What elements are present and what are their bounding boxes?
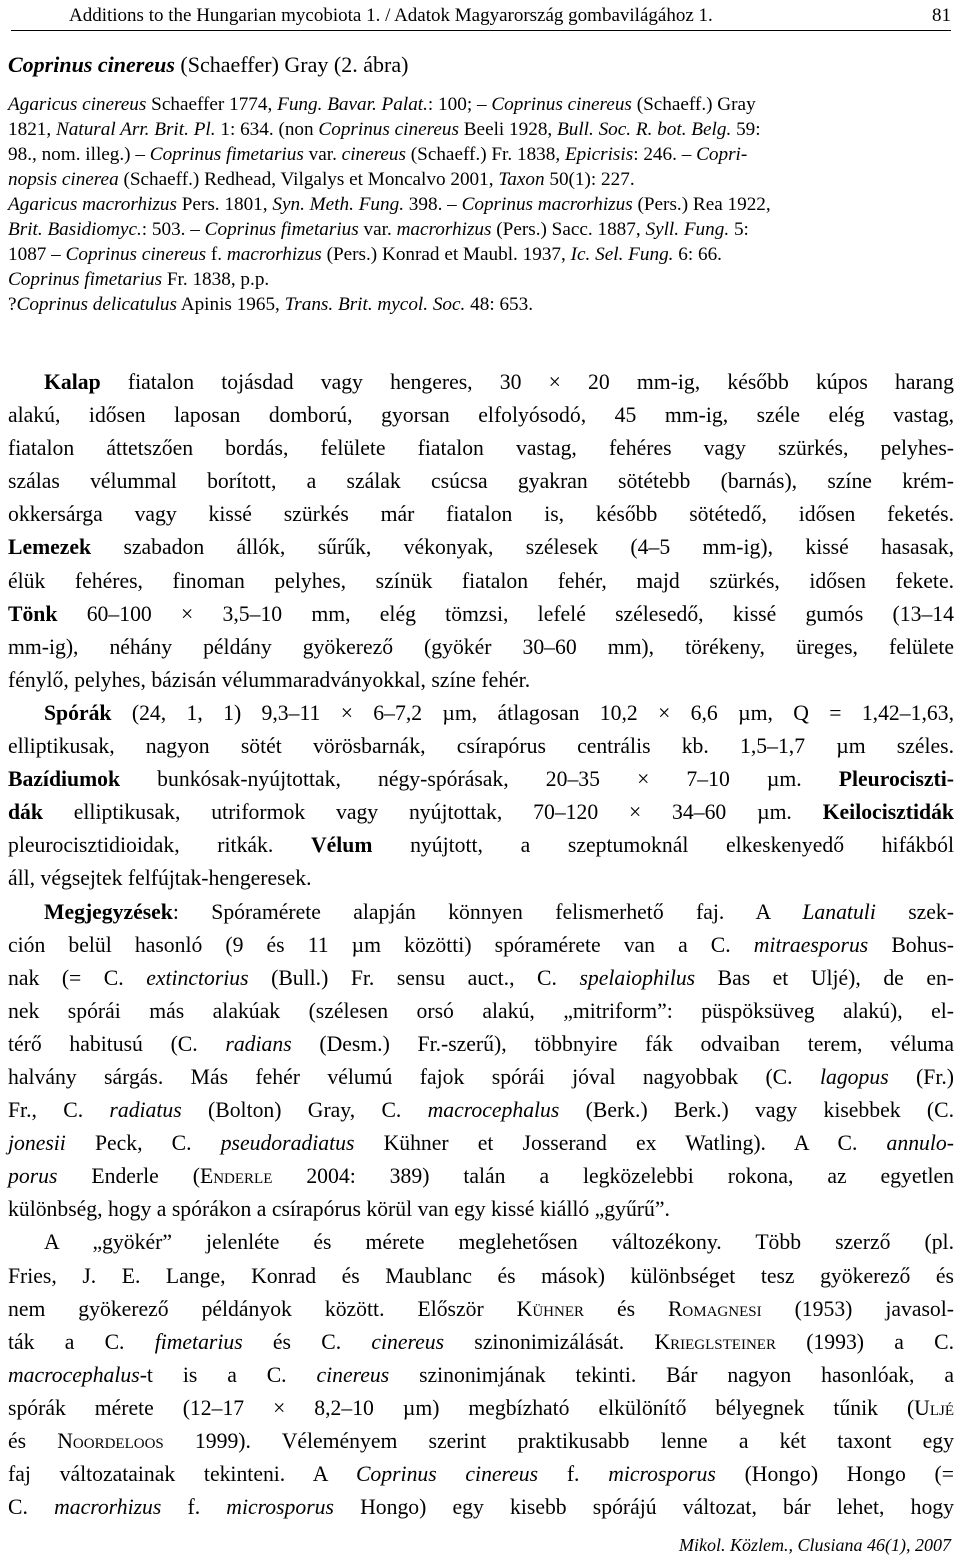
body-line: A „gyökér” jelenléte és mérete meglehetősen változékony. Több szerző (pl. <box>44 1230 954 1255</box>
body-line: halvány sárgás. Más fehér vélumú fajok spórái jóval nagyobbak (C. lagopus (Fr.) <box>8 1064 955 1089</box>
running-title: Additions to the Hungarian mycobiota 1. / Adatok Magyarország gombavilágához 1. <box>69 5 713 26</box>
synonym-line: 98., nom. illeg.) – Coprinus fimetarius var. cinereus (Schaeff.) Fr. 1838, Epicrisis: 246. – Copri- <box>8 144 748 165</box>
body-line: élük fehéres, finoman pelyhes, színük fiatalon fehér, majd szürkés, idősen fekete. <box>8 568 954 593</box>
body-line: Tönk 60–100 × 3,5–10 mm, elég tömzsi, lefelé szélesedő, kissé gumós (13–14 <box>8 601 954 626</box>
body-line: áll, végsejtek felfújtak-hengeresek. <box>8 866 312 891</box>
body-line: C. macrorhizus f. microsporus Hongo) egy kisebb spórájú változat, bár lehet, hogy <box>8 1495 954 1520</box>
species-authority: (Schaeffer) Gray (2. ábra) <box>174 52 409 77</box>
body-line: Spórák (24, 1, 1) 9,3–11 × 6–7,2 µm, átlagosan 10,2 × 6,6 µm, Q = 1,42–1,63, <box>44 700 954 725</box>
synonym-line: Coprinus fimetarius Fr. 1838, p.p. <box>8 269 270 290</box>
body-line: szálas vélummal borított, a szálak csúcsa gyakran sötétebb (barnás), színe krém- <box>8 469 954 494</box>
body-line: pleurocisztidioidak, ritkák. Vélum nyújtott, a szeptumoknál elkeskenyedő hifákból <box>8 833 954 858</box>
synonym-line: 1087 – Coprinus cinereus f. macrorhizus (Pers.) Konrad et Maubl. 1937, Ic. Sel. Fung. 6: 66. <box>8 244 722 265</box>
body-line: mm-ig), néhány példány gyökerező (gyökér 30–60 mm), törékeny, üreges, felülete <box>8 634 954 659</box>
body-line: térő habitusú (C. radians (Desm.) Fr.-szerű), többnyire fák odvaiban terem, véluma <box>8 1031 954 1056</box>
body-line: nek spórái más alakúak (szélesen orsó alakú, „mitriform”: püspöksüveg alakú), el- <box>8 998 954 1023</box>
body-line: alakú, idősen laposan domború, gyorsan elfolyósodó, 45 mm-ig, széle elég vastag, <box>8 403 954 428</box>
synonymy-block <box>8 92 952 317</box>
page-number: 81 <box>932 5 951 26</box>
synonym-line: Agaricus cinereus Schaeffer 1774, Fung. Bavar. Palat.: 100; – Coprinus cinereus (Schaeff.) Gray <box>8 94 756 115</box>
body-line: Fries, J. E. Lange, Konrad és Maublanc és mások) különbséget tesz gyökerező és <box>8 1263 954 1288</box>
synonym-line: ?Coprinus delicatulus Apinis 1965, Trans. Brit. mycol. Soc. 48: 653. <box>8 294 534 315</box>
body-line: elliptikusak, nagyon sötét vörösbarnák, csírapórus centrális kb. 1,5–1,7 µm széles. <box>8 734 954 759</box>
body-line: nem gyökerező példányok között. Először Kühner és Romagnesi (1953) javasol- <box>8 1296 954 1321</box>
body-line: Kalap fiatalon tojásdad vagy hengeres, 30 × 20 mm-ig, később kúpos harang <box>44 370 954 394</box>
running-header <box>11 4 951 31</box>
body-line: fiatalon áttetszően bordás, felülete fiatalon vastag, fehéres vagy szürkés, pelyhes- <box>8 436 954 461</box>
body-line: ták a C. fimetarius és C. cinereus szinonimizálását. Krieglsteiner (1993) a C. <box>8 1329 954 1354</box>
species-title <box>8 50 408 80</box>
body-line: nak (= C. extinctorius (Bull.) Fr. sensu auct., C. spelaiophilus Bas et Uljé), de en- <box>8 965 955 990</box>
synonym-line: Brit. Basidiomyc.: 503. – Coprinus fimetarius var. macrorhizus (Pers.) Sacc. 1887, Syll. Fung. 5: <box>8 219 749 240</box>
body-line: porus Enderle (Enderle 2004: 389) talán a legközelebbi rokona, az egyetlen <box>8 1164 954 1189</box>
body-line: jonesii Peck, C. pseudoradiatus Kühner et Josserand ex Watling). A C. annulo- <box>8 1131 954 1156</box>
body-line: Fr., C. radiatus (Bolton) Gray, C. macrocephalus (Berk.) Berk.) vagy kisebbek (C. <box>8 1098 954 1123</box>
body-line: dák elliptikusak, utriformok vagy nyújtottak, 70–120 × 34–60 µm. Keilocisztidák <box>8 800 954 825</box>
synonym-line: nopsis cinerea (Schaeff.) Redhead, Vilgalys et Moncalvo 2001, Taxon 50(1): 227. <box>8 169 635 190</box>
body-line: és Noordeloos 1999). Véleményem szerint praktikusabb lenne a két taxont egy <box>8 1429 954 1453</box>
body-line: Megjegyzések: Spóramérete alapján könnyen felismerhető faj. A Lanatuli szek- <box>44 899 954 924</box>
body-line: okkersárga vagy kissé szürkés már fiatalon is, később sötétedő, idősen feketés. <box>8 502 954 527</box>
body-line: faj változatainak tekinteni. A Coprinus cinereus f. microsporus (Hongo) Hongo (= <box>8 1462 954 1487</box>
body-line: fénylő, pelyhes, bázisán vélummaradványokkal, színe fehér. <box>8 667 531 692</box>
synonym-line: Agaricus macrorhizus Pers. 1801, Syn. Meth. Fung. 398. – Coprinus macrorhizus (Pers.) Rea 1922, <box>8 194 771 215</box>
body-line: spórák mérete (12–17 × 8,2–10 µm) megbízható elkülönítő bélyegnek tűnik (Uljé <box>8 1395 954 1420</box>
body-line: ción belül hasonló (9 és 11 µm közötti) spóramérete van a C. mitraesporus Bohus- <box>8 932 954 957</box>
body-line: macrocephalus-t is a C. cinereus szinonimjának tekinti. Bár nagyon hasonlóak, a <box>8 1362 954 1387</box>
body-line: Lemezek szabadon állók, sűrűk, vékonyak, szélesek (4–5 mm-ig), kissé hasasak, <box>8 535 954 560</box>
species-name: Coprinus cinereus <box>8 52 175 77</box>
description-body <box>8 366 954 1524</box>
synonym-line: 1821, Natural Arr. Brit. Pl. 1: 634. (non Coprinus cinereus Beeli 1928, Bull. Soc. R. bot. Belg. 59: <box>8 119 761 140</box>
body-line: különbség, hogy a spórákon a csírapórus körül van egy kissé kiálló „gyűrű”. <box>8 1197 670 1222</box>
body-line: Bazídiumok bunkósak-nyújtottak, négy-spórásak, 20–35 × 7–10 µm. Pleurociszti- <box>8 767 954 792</box>
journal-citation: Mikol. Közlem., Clusiana 46(1), 2007 <box>679 1535 951 1555</box>
